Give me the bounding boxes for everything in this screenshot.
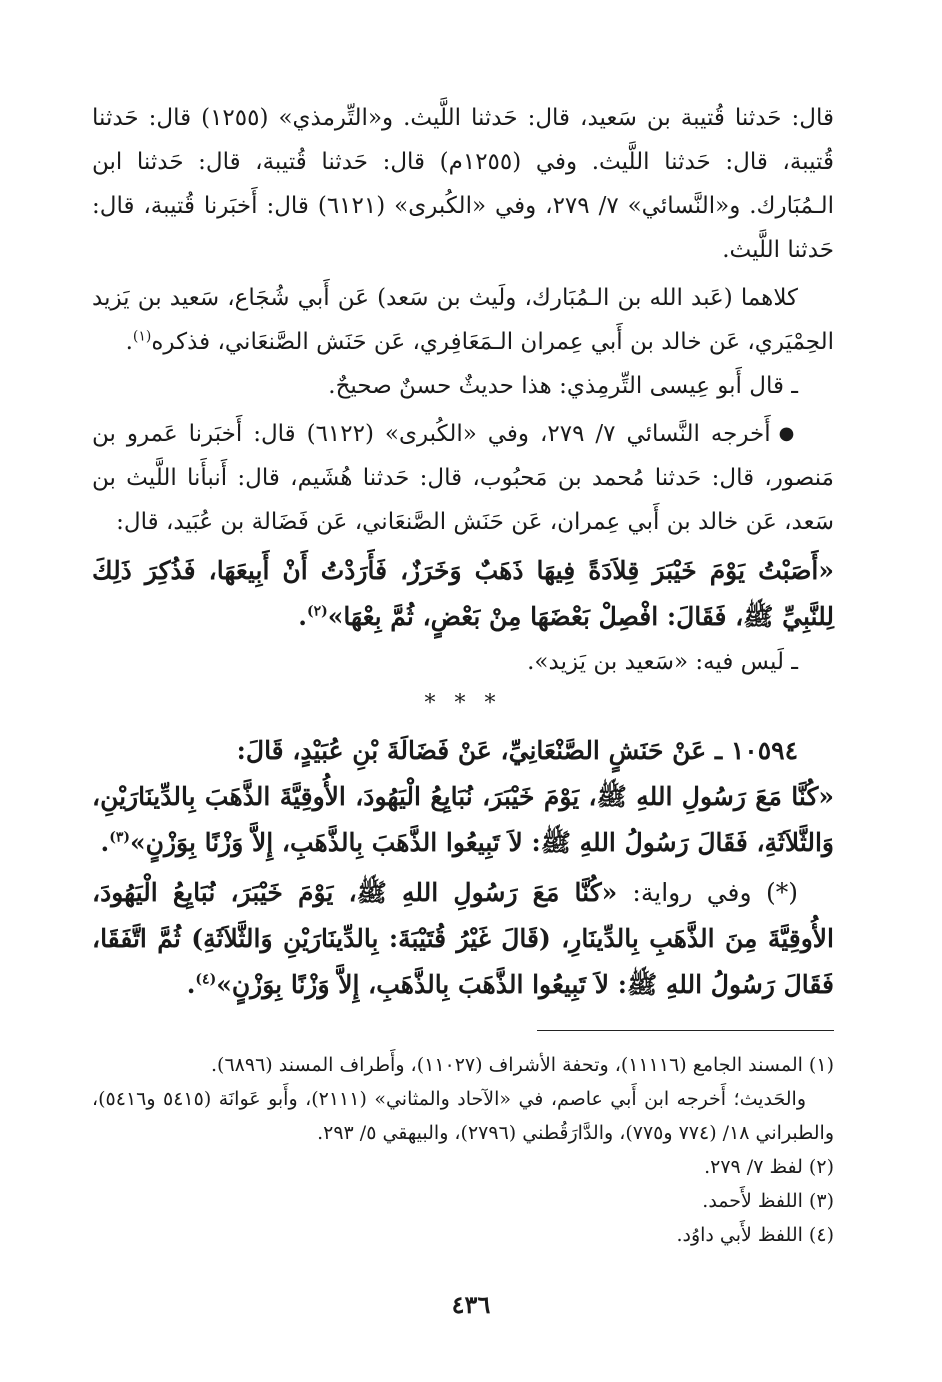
footnote-1: (١) المسند الجامع (١١١١٦)، وتحفة الأشراف (١١٠٢٧)، وأَطراف المسند (٦٨٩٦). [211, 1054, 834, 1076]
footnote-3: (٣) اللفظ لأَحمد. [702, 1190, 834, 1212]
bullet-icon: ● [778, 423, 799, 444]
footnote-2: (٢) لفظ ٧/ ٢٧٩. [704, 1156, 834, 1178]
hadith-variant: (*) وفي رواية: «كُنَّا مَعَ رَسُولِ اللهِ ﷺ، يَوْمَ خَيْبَرَ، نُبَايِعُ الْيَهُودَ، الأُوقِيَّةَ مِنَ الذَّهَبِ بِالدِّينَارِ، (قَالَ غَيْرُ قُتَيْبَةَ: بِالدِّينَارَيْنِ وَالثَّلاَثَةِ) ثُمَّ اتَّفَقَا، فَقَالَ رَسُولُ اللهِ ﷺ: لاَ تَبِيعُوا الذَّهَبَ بِالذَّهَبِ، إِلاَّ وَزْنًا بِوَزْنٍ»$^{(٤)}$. [92, 878, 834, 999]
main-text [92, 96, 834, 1008]
footnote-ref-4[interactable]: (٤) [195, 971, 217, 988]
footnote-divider [537, 1030, 834, 1031]
footnote-ref-1[interactable]: (١) [132, 328, 152, 345]
hadith-number: ١٠٥٩٤ ـ [714, 736, 798, 765]
footnote-ref-3[interactable]: (٣) [109, 829, 130, 846]
footnotes [92, 1048, 834, 1252]
page-number: ٤٣٦ [451, 1290, 491, 1319]
variant-label: (*) وفي رواية: [632, 878, 798, 907]
footnote-ref-2[interactable]: (٢) [307, 603, 328, 620]
section-separator: * * * [424, 691, 502, 716]
tirmidhi-grading: ـ قال أَبو عِيسى التِّرمِذي: هذا حديثٌ حسنٌ صحيحٌ. [328, 373, 798, 399]
hadith-text: «كُنَّا مَعَ رَسُولِ اللهِ ﷺ، يَوْمَ خَيْبَرَ، نُبَايِعُ الْيَهُودَ، الأُوقِيَّةَ الذَّهَبَ بِالدِّينَارَيْنِ، وَالثَّلاَثَةِ، فَقَالَ رَسُولُ اللهِ ﷺ: لاَ تَبِيعُوا الذَّهَبَ بِالذَّهَبِ، إِلاَّ وَزْنًا بِوَزْنٍ»$^{(٣)}$. [92, 782, 834, 857]
footnote-4: (٤) اللفظ لأَبي داوُد. [676, 1224, 834, 1246]
paragraph-chain-1: قال: حَدثنا قُتيبة بن سَعيد، قال: حَدثنا اللَّيث. و«التِّرمذي» (١٢٥٥) قال: حَدثنا قُتيبة، قال: حَدثنا اللَّيث. وفي (١٢٥٥م) قال: حَدثنا قُتيبة، قال: حَدثنا ابن الـمُبَارك. و«النَّسائي» ٧/ ٢٧٩، وفي «الكُبرى» (٦١٢١) قال: أَخبَرنا قُتيبة، قال: حَدثنا اللَّيث. [92, 105, 834, 263]
paragraph-nasai-chain: ●أَخرجه النَّسائي ٧/ ٢٧٩، وفي «الكُبرى» (٦١٢٢) قال: أَخبَرنا عَمرو بن مَنصور، قال: حَدثنا مُحمد بن مَحبُوب، قال: حَدثنا هُشَيم، قال: أَنبأَنا اللَّيث بن سَعد، عَن خالد بن أَبي عِمران، عَن حَنَش الصَّنعَاني، عَن فَضَالة بن عُبَيد، قال: [92, 421, 834, 535]
hadith-heading: ١٠٥٩٤ ـ عَنْ حَنَشٍ الصَّنْعَانِيِّ، عَنْ فَضَالَةَ بْنِ عُبَيْدٍ، قَالَ: [236, 736, 798, 765]
paragraph-chain-2: كلاهما (عَبد الله بن الـمُبَارك، ولَيث بن سَعد) عَن أَبي شُجَاع، سَعيد بن يَزيد الحِمْيَري، عَن خالد بن أَبي عِمران الـمَعَافِري، عَن حَنَش الصَّنعَاني، فذكره$^{(١)}$. [92, 285, 834, 355]
footnote-1-continued: والحَديث؛ أَخرجه ابن أَبي عاصم، في «الآحاد والمثاني» (٢١١١)، وأَبو عَوانَة (٥٤١٥ و٥٤١٦)، والطبراني ١٨/ (٧٧٤ و٧٧٥)، والدَّارَقُطني (٢٧٩٦)، والبيهقي ٥/ ٢٩٣. [92, 1088, 834, 1144]
note-line: ـ لَيس فيه: «سَعيد بن يَزيد». [527, 649, 798, 675]
hadith-quote-1: «أَصَبْتُ يَوْمَ خَيْبَرَ قِلاَدَةً فِيهَا ذَهَبٌ وَخَرَزٌ، فَأَرَدْتُ أَنْ أَبِيعَهَا، فَذُكِرَ ذَلِكَ لِلنَّبِيِّ ﷺ، فَقَالَ: افْصِلْ بَعْضَهَا مِنْ بَعْضٍ، ثُمَّ بِعْهَا»$^{(٢)}$. [92, 556, 834, 631]
